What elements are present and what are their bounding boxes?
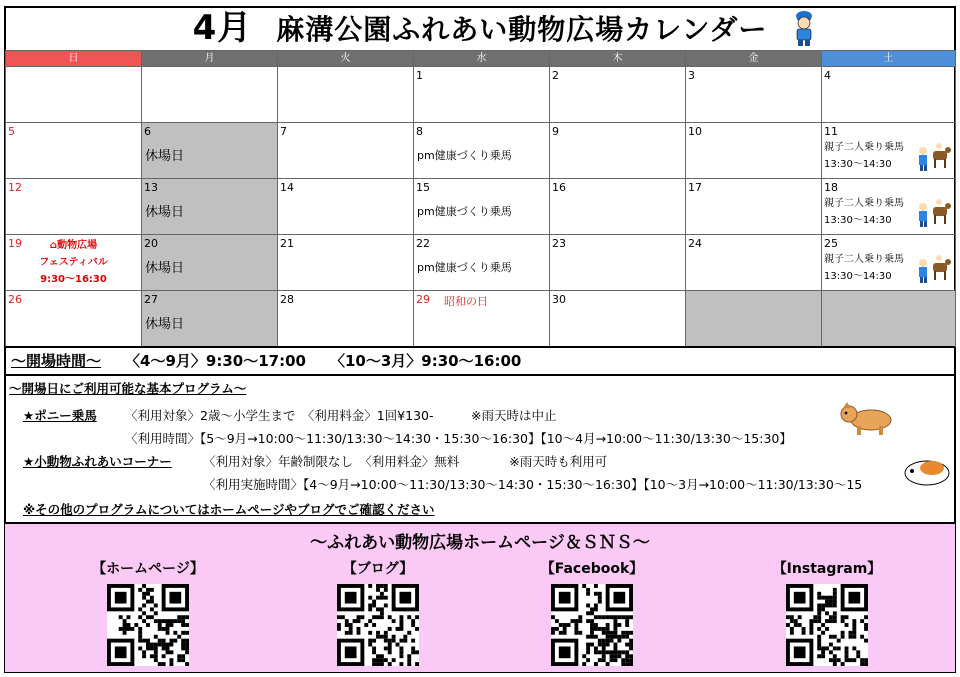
festival-line1: 動物広場 [57,240,98,251]
day-cell [278,235,414,291]
event-health-ride: pm健康づくり乗馬 [417,205,512,218]
facebook-label: 【Facebook】 [540,561,644,577]
event-health-ride: pm健康づくり乗馬 [417,149,512,162]
day-cell-empty [6,67,142,123]
day-number: 12 [8,181,22,194]
day-cell [550,67,686,123]
small-animal-title: ★小動物ふれあいコーナー [23,454,172,469]
weekday-fri: 金 [686,51,822,67]
day-number: 25 [824,237,838,250]
day-number: 23 [552,237,566,250]
weekday-sat: 土 [822,51,956,67]
title-text: 麻溝公園ふれあい動物広場カレンダー [276,13,768,46]
day-number: 19 [8,237,22,250]
event-title: 親子二人乗り乗馬 [824,254,904,265]
event-time: 13:30～14:30 [824,215,892,226]
week-row [6,67,956,123]
day-cell [6,179,142,235]
event-parent-child-ride [824,251,904,285]
day-number: 27 [144,293,158,306]
weekday-tue: 火 [278,51,414,67]
event-parent-child-ride [824,139,904,173]
staff-icon [791,9,817,47]
day-number: 9 [552,125,559,138]
closed-label: 休場日 [145,205,185,220]
day-cell [414,235,550,291]
day-cell [414,123,550,179]
facebook-qr-code[interactable] [551,584,633,666]
opening-hours [5,346,955,376]
event-time: 13:30～14:30 [824,271,892,282]
closed-label: 休場日 [145,149,185,164]
weekday-thu: 木 [550,51,686,67]
hours-summer: 〈4～9月〉9:30～17:00 [125,352,306,370]
day-number: 4 [824,69,831,82]
day-cell [686,179,822,235]
day-number: 29 [416,293,430,306]
hours-label: ～開場時間～ [11,352,102,370]
other-programs-note: ※その他のプログラムについてはホームページやブログでご確認ください [23,502,435,517]
day-number: 30 [552,293,566,306]
instagram-link[interactable] [757,558,897,666]
festival-time: 9:30～16:30 [40,274,107,285]
pony-icon [835,402,897,436]
festival-line2: フェスティバル [39,257,108,268]
title-month: 4月 [192,8,253,48]
weekday-header-row [6,51,956,67]
week-row [6,179,956,235]
day-number: 11 [824,125,838,138]
closed-label: 休場日 [145,317,185,332]
day-number: 14 [280,181,294,194]
holiday-label: 昭和の日 [444,295,488,308]
day-cell [822,67,956,123]
day-cell [278,123,414,179]
day-cell [278,291,414,347]
day-cell-closed [142,291,278,347]
sns-title: ～ふれあい動物広場ホームページ＆ＳＮＳ～ [310,533,650,553]
week-row [6,235,956,291]
hours-winter: 〈10～3月〉9:30～16:00 [329,352,522,370]
day-cell [550,291,686,347]
day-cell-blank [822,291,956,347]
weekday-sun: 日 [6,51,142,67]
blog-link[interactable] [308,558,448,666]
day-number: 20 [144,237,158,250]
day-cell-holiday [414,291,550,347]
day-number: 6 [144,125,151,138]
sns-section [5,522,955,672]
homepage-link[interactable] [78,558,218,666]
horse-rider-icon [917,139,951,173]
small-animal-hours: 〈利用実施時間〉【4～9月→10:00～11:30/13:30～14:30・15:30～16:30】【10～3月→10:00～11:30/13:30～15 [203,477,863,492]
week-row [6,291,956,347]
day-cell [278,179,414,235]
day-cell [686,67,822,123]
event-time: 13:30～14:30 [824,159,892,170]
day-cell-festival [6,235,142,291]
event-health-ride: pm健康づくり乗馬 [417,261,512,274]
instagram-label: 【Instagram】 [772,561,882,577]
weekday-wed: 水 [414,51,550,67]
pony-ride-info: 〈利用対象〉2歳～小学生まで 〈利用料金〉1回¥130- ※雨天時は中止 [125,408,557,423]
horse-rider-icon [917,251,951,285]
day-cell [550,235,686,291]
day-cell [686,123,822,179]
day-cell [6,291,142,347]
day-number: 28 [280,293,294,306]
day-number: 13 [144,181,158,194]
programs-section [5,376,955,520]
event-festival [6,237,141,288]
day-cell [414,67,550,123]
day-number: 21 [280,237,294,250]
day-number: 3 [688,69,695,82]
pony-ride-title: ★ポニー乗馬 [23,408,97,423]
event-title: 親子二人乗り乗馬 [824,142,904,153]
day-cell-closed [142,123,278,179]
day-cell [822,235,956,291]
house-icon: ⌂ [49,240,58,251]
day-number: 2 [552,69,559,82]
day-cell-empty [142,67,278,123]
day-number: 1 [416,69,423,82]
day-cell [822,123,956,179]
day-number: 10 [688,125,702,138]
day-cell [550,179,686,235]
day-cell [686,235,822,291]
instagram-qr-code[interactable] [786,584,868,666]
blog-qr-code[interactable] [337,584,419,666]
day-cell [414,179,550,235]
programs-heading: ～開場日にご利用可能な基本プログラム～ [9,381,247,396]
weekday-mon: 月 [142,51,278,67]
event-parent-child-ride [824,195,904,229]
page-title [4,6,956,50]
day-cell-empty [278,67,414,123]
day-number: 18 [824,181,838,194]
day-number: 16 [552,181,566,194]
day-cell [550,123,686,179]
pony-ride-hours: 〈利用時間〉【5～9月→10:00～11:30/13:30～14:30・15:30～16:30】【10～4月→10:00～11:30/13:30～15:30】 [125,431,792,446]
day-cell-closed [142,235,278,291]
day-number: 26 [8,293,22,306]
day-number: 8 [416,125,423,138]
blog-label: 【ブログ】 [342,561,414,577]
day-cell-closed [142,179,278,235]
event-title: 親子二人乗り乗馬 [824,198,904,209]
facebook-link[interactable] [522,558,662,666]
homepage-qr-code[interactable] [107,584,189,666]
small-animal-info: 〈利用対象〉年齢制限なし 〈利用料金〉無料 ※雨天時も利用可 [203,454,608,469]
day-number: 24 [688,237,702,250]
day-number: 22 [416,237,430,250]
day-number: 7 [280,125,287,138]
homepage-label: 【ホームページ】 [92,561,204,577]
closed-label: 休場日 [145,261,185,276]
day-cell-blank [686,291,822,347]
guinea-pig-icon [902,456,952,486]
day-cell [6,123,142,179]
day-number: 5 [8,125,15,138]
day-number: 15 [416,181,430,194]
calendar-table [5,50,956,347]
horse-rider-icon [917,195,951,229]
day-number: 17 [688,181,702,194]
day-cell [822,179,956,235]
week-row [6,123,956,179]
